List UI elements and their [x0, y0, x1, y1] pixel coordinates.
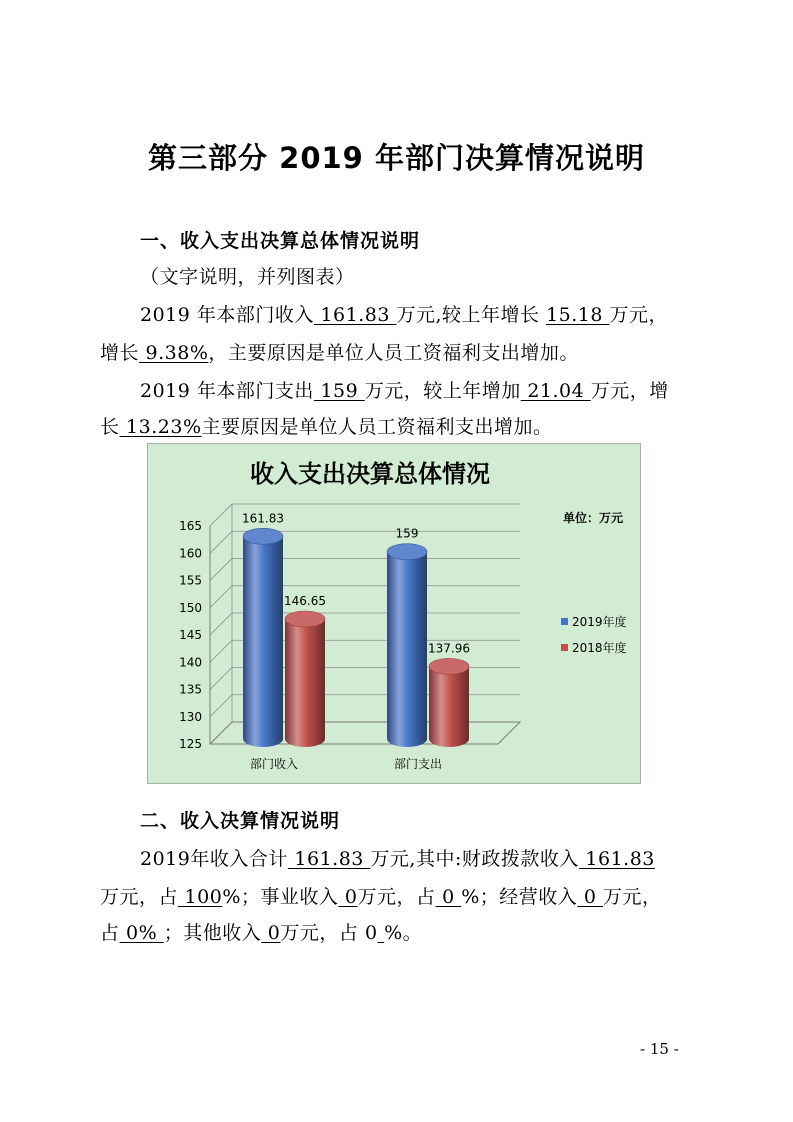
text-segment: 万元，: [609, 304, 669, 326]
text-segment: %；经营收入: [461, 886, 578, 908]
y-tick-label: 145: [179, 628, 202, 642]
data-label: 146.65: [284, 594, 326, 609]
expense-paragraph-line2: [100, 412, 700, 439]
text-segment: 万元，占: [100, 886, 179, 908]
page-title: 第三部分 2019 年部门决算情况说明: [148, 141, 645, 175]
x-category-label: 部门收入: [249, 757, 299, 771]
y-tick-label: 165: [179, 519, 202, 533]
summary-chart: [147, 443, 641, 784]
bar-top: [387, 544, 427, 560]
bar-0-0: [243, 536, 283, 747]
data-label: 159: [395, 526, 419, 541]
operating-income-value: 0: [577, 886, 603, 908]
text-segment: 增长: [100, 342, 140, 364]
chart-title: 收入支出决算总体情况: [250, 460, 490, 488]
text-segment: 万元，增: [590, 380, 669, 402]
bar-1-1: [429, 666, 469, 747]
page-number: - 15 -: [640, 1040, 679, 1058]
operating-share-value: 0%: [119, 922, 164, 944]
expense-increase-value: 21.04: [520, 380, 591, 402]
bar-1-0: [387, 552, 427, 747]
expense-total-value: 159: [313, 380, 365, 402]
bar-top: [429, 658, 469, 674]
section2-heading: 二、收入决算情况说明: [140, 810, 341, 832]
legend-swatch: [561, 618, 568, 625]
fiscal-share-value: 100: [178, 886, 223, 908]
y-tick-label: 140: [179, 655, 202, 670]
income-paragraph-line2: [100, 338, 700, 365]
y-tick-label: 130: [179, 709, 202, 724]
income-increase-value: 15.18: [546, 304, 610, 326]
text-segment: 长: [100, 416, 120, 438]
text-segment: %；事业收入: [222, 886, 339, 908]
text-segment: 2019 年本部门收入: [140, 304, 314, 326]
data-label: 161.83: [242, 511, 284, 526]
text-segment: 主要原因是单位人员工资福利支出增加。: [201, 416, 553, 438]
text-segment: 万元,较上年增长: [396, 304, 547, 326]
data-label: 137.96: [428, 641, 470, 656]
text-segment: 万元，占: [357, 886, 436, 908]
legend-label: 2018年度: [572, 641, 627, 655]
y-tick-label: 155: [179, 573, 202, 588]
income-detail-line2: [100, 882, 700, 909]
chart-unit-label: 单位：万元: [563, 511, 624, 525]
x-category-label: 部门支出: [393, 757, 443, 771]
business-share-value: 0: [435, 886, 462, 908]
income-paragraph-line1: [140, 300, 740, 327]
chart-svg: [148, 444, 640, 783]
bar-0-1: [285, 619, 325, 747]
bar-top: [285, 611, 325, 627]
income-total-value: 161.83: [313, 304, 397, 326]
text-segment: ；其他收入: [163, 922, 262, 944]
y-tick-label: 160: [179, 546, 202, 561]
other-income-value: 0: [261, 922, 281, 944]
income-detail-line3: [100, 918, 700, 945]
y-tick-label: 135: [179, 682, 202, 697]
section1-heading: 一、收入支出决算总体情况说明: [140, 230, 421, 252]
text-segment: 万元，: [602, 886, 662, 908]
income-detail-line1: [140, 844, 740, 871]
business-income-value: 0: [338, 886, 358, 908]
text-segment: 占: [100, 922, 120, 944]
section1-note: （文字说明，并列图表）: [140, 266, 355, 288]
text-segment: 万元,其中:财政拨款收入: [370, 848, 579, 870]
text-segment: 万元，占 0: [280, 922, 378, 944]
y-tick-label: 125: [179, 737, 202, 751]
text-segment: 万元，较上年增加: [364, 380, 521, 402]
expense-paragraph-line1: [140, 376, 740, 403]
text-segment: 2019年收入合计: [140, 848, 288, 870]
income-sum-value: 161.83: [287, 848, 371, 870]
y-tick-label: 150: [179, 600, 202, 615]
text-segment: ，主要原因是单位人员工资福利支出增加。: [208, 342, 579, 364]
text-segment: %。: [384, 922, 423, 944]
fiscal-allocation-value: 161.83: [578, 848, 655, 870]
legend-swatch: [561, 644, 568, 651]
text-segment: 2019 年本部门支出: [140, 380, 314, 402]
expense-growth-rate: 13.23%: [119, 416, 202, 438]
income-growth-rate: 9.38%: [139, 342, 209, 364]
bar-top: [243, 528, 283, 544]
legend-label: 2019年度: [572, 615, 627, 629]
